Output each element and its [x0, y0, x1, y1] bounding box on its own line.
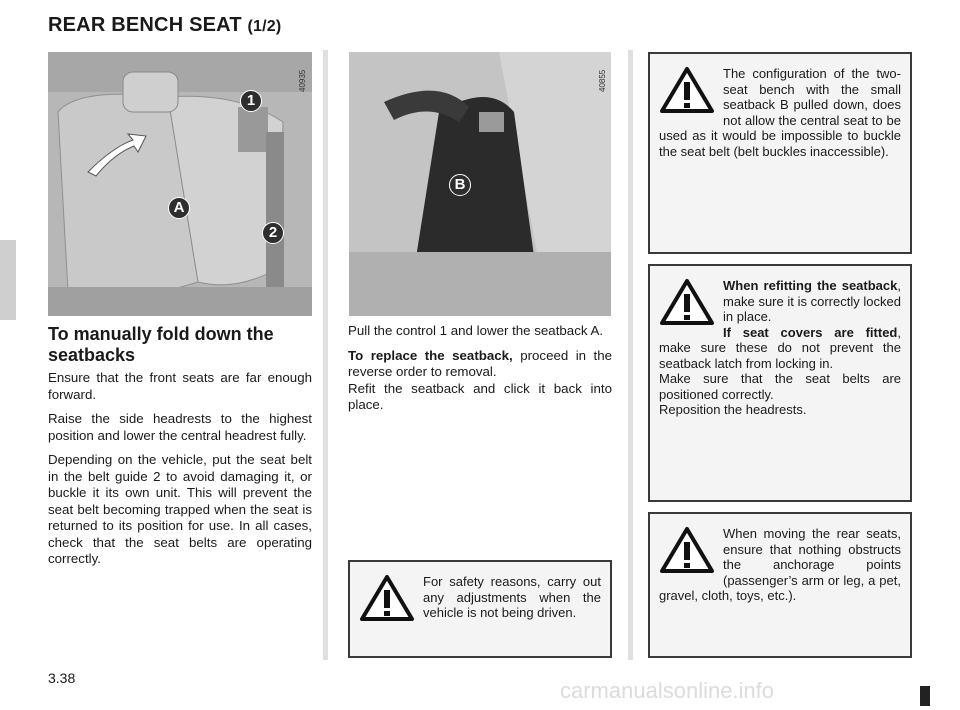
bold-text: If seat covers are fitted [723, 324, 898, 340]
rear-seat-photo [48, 52, 312, 316]
paragraph: Depending on the vehicle, put the seat belt in the belt guide 2 to avoid damaging it, or buckle it its own unit. This will prevent the seat belt becoming trapped when the seat is returned to its position for use. In all cases, check that the seat belts are operating correctly. [48, 452, 312, 566]
folded-seat-photo [349, 52, 611, 316]
watermark: carmanualsonline.info [560, 678, 775, 703]
column-divider [323, 50, 328, 660]
section-tab [0, 240, 16, 320]
section-heading: To manually fold down the seatbacks [48, 324, 274, 365]
photo-id: 40935 [298, 69, 307, 92]
page-title [48, 14, 281, 37]
warning-triangle-icon [359, 574, 415, 622]
warning-box [648, 52, 912, 254]
callout-2: 2 [262, 222, 284, 244]
warning-text: The configuration of the two-seat bench with the small seatback B pulled down, does not allow the central seat to be used as it would be impossible to buckle the seat belt (belt buckles inaccessible). [659, 66, 901, 159]
paragraph: Refit the seatback and click it back into place. [348, 380, 612, 412]
warning-triangle-icon [659, 526, 715, 574]
photo-id: 40855 [598, 69, 607, 92]
paragraph [348, 348, 612, 381]
callout-a: A [168, 197, 190, 219]
warning-text: For safety reasons, carry out any adjustments when the vehicle is not being driven. [423, 574, 601, 620]
text: , make sure these do not prevent the seatback latch from locking in. [659, 324, 901, 371]
title-text: REAR BENCH SEAT [48, 14, 242, 36]
warning-box [648, 512, 912, 658]
middle-text [348, 323, 612, 422]
title-suffix: (1/2) [247, 18, 282, 35]
callout-b: B [449, 174, 471, 196]
paragraph: Ensure that the front seats are far enough forward. [48, 370, 312, 402]
bold-text: To replace the seatback, [348, 347, 513, 363]
warning-text: When moving the rear seats, ensure that nothing obstructs the anchorage points (passenger’s arm or leg, a pet, gravel, cloth, toys, etc.). [659, 526, 901, 603]
warning-triangle-icon [659, 278, 715, 326]
bold-text: When refitting the seatback [723, 278, 898, 293]
left-text [48, 370, 312, 576]
callout-1: 1 [240, 90, 262, 112]
warning-box [648, 264, 912, 502]
page-edge-mark [920, 686, 930, 706]
warning-box [348, 560, 612, 658]
text: proceed in the reverse order to removal. [348, 347, 612, 379]
page-number: 3.38 [48, 670, 76, 686]
warning-line: Reposition the headrests. [659, 402, 807, 417]
warning-line: Make sure that the seat belts are positioned correctly. [659, 371, 901, 402]
warning-line [659, 325, 901, 372]
text: , make sure it is correctly locked in place. [723, 278, 901, 324]
paragraph: Pull the control 1 and lower the seatback A. [348, 323, 604, 338]
warning-triangle-icon [659, 66, 715, 114]
paragraph: Raise the side headrests to the highest position and lower the central headrest fully. [48, 411, 312, 443]
column-divider [628, 50, 633, 660]
